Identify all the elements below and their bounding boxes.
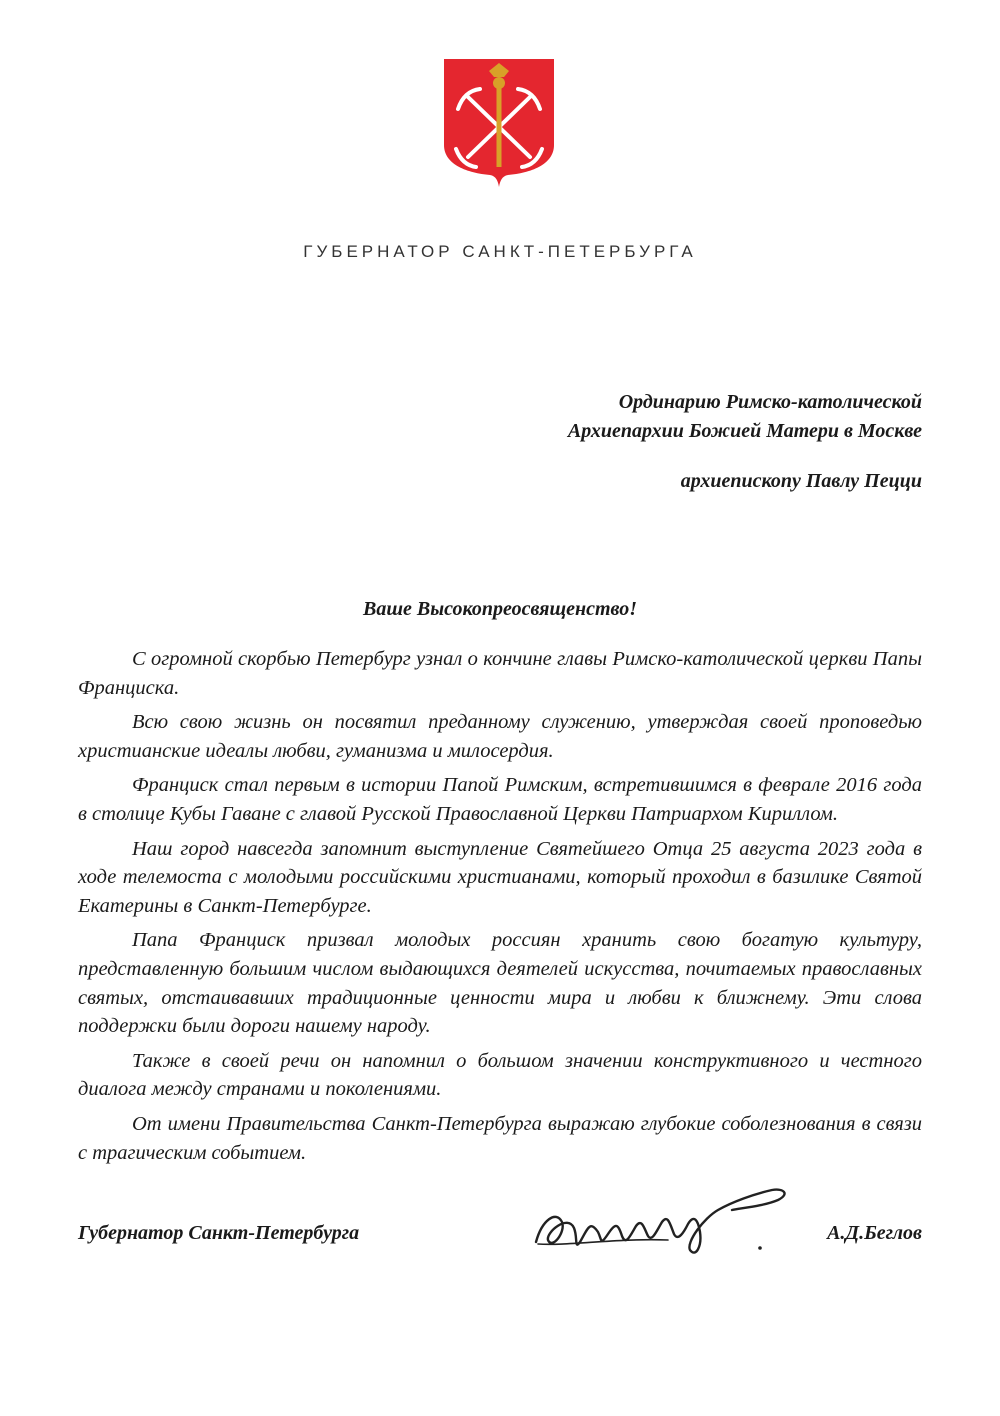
paragraph: Всю свою жизнь он посвятил преданному служению, утверждая своей проповедью христианские идеалы любви, гуманизма и милосердия. <box>78 711 922 762</box>
signature-icon <box>528 1180 798 1270</box>
addressee-line: Архиепархии Божией Матери в Москве <box>567 420 922 442</box>
paragraph: Также в своей речи он напомнил о большом значении конструктивного и честного диалога между странами и поколениями. <box>78 1049 922 1101</box>
addressee-line: Ординарию Римско-католической <box>618 391 922 413</box>
coat-of-arms-icon <box>442 57 556 189</box>
paragraph: Франциск стал первым в истории Папой Римским, встретившимся в феврале 2016 года в столице Кубы Гаване с главой Русской Православной Церкви Патриархом Кириллом. <box>78 774 922 825</box>
paragraph: Папа Франциск призвал молодых россиян хранить свою богатую культуру, представленную большим числом выдающихся деятелей искусства, почитаемых православных святых, отстаивавших традиционные ценности мира и любви к ближнему. Эти слова поддержки были дороги нашему народу. <box>78 929 922 1038</box>
salutation: Ваше Высокопреосвященство! <box>363 598 637 620</box>
signatory-name: А.Д.Беглов <box>827 1222 922 1244</box>
addressee-name: архиепископу Павлу Пецци <box>680 470 922 492</box>
signatory-title: Губернатор Санкт-Петербурга <box>78 1222 360 1244</box>
org-title: ГУБЕРНАТОР САНКТ-ПЕТЕРБУРГА <box>303 242 697 261</box>
paragraph: От имени Правительства Санкт-Петербурга выражаю глубокие соболезнования в связи с трагическим событием. <box>78 1112 922 1164</box>
letter-body <box>78 645 922 1173</box>
paragraph: С огромной скорбью Петербург узнал о кончине главы Римско-католической церкви Папы Франциска. <box>78 648 922 699</box>
addressee-block <box>422 388 922 496</box>
paragraph: Наш город навсегда запомнит выступление Святейшего Отца 25 августа 2023 года в ходе телемоста с молодыми российскими христианами, который проходил в базилике Святой Екатерины в Санкт-Петербурге. <box>78 837 922 917</box>
